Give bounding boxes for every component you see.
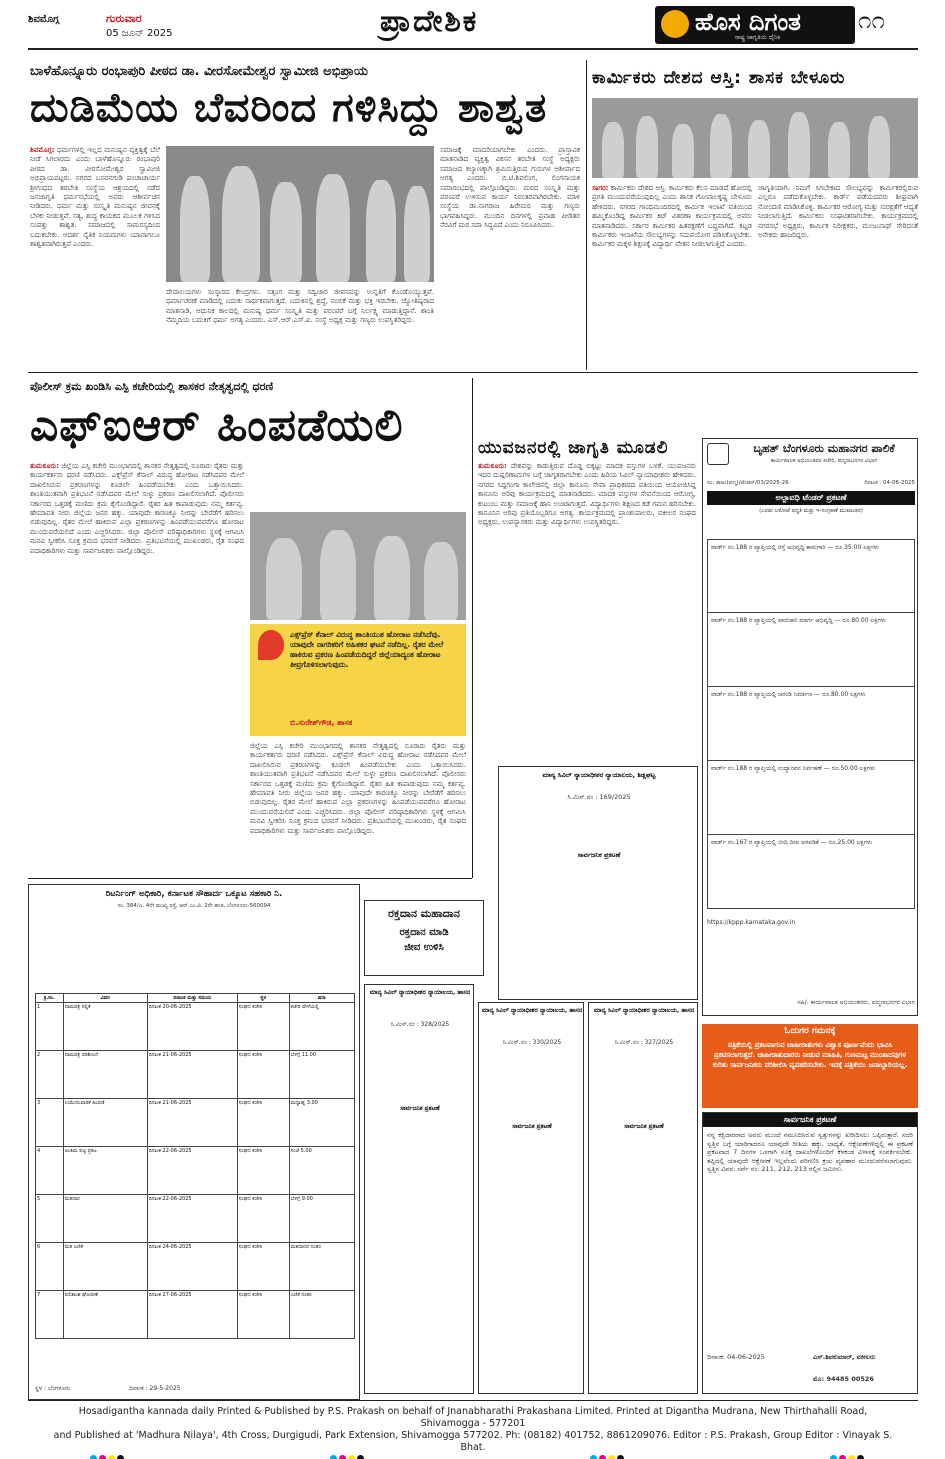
quote-mark-icon (258, 630, 284, 660)
coop-table-cell: ದಿನಾಂಕ 21-06-2025 (147, 1099, 237, 1147)
story4-headline: ಯುವಜನರಲ್ಲಿ ಜಾಗೃತಿ ಮೂಡಲಿ (478, 438, 669, 458)
court-1-name: ಮಾನ್ಯ ಸಿವಿಲ್ ನ್ಯಾಯಾಧೀಶರ ನ್ಯಾಯಾಲಯ, ಶಿಡ್ಲಘಟ್ಟ (542, 771, 656, 779)
court-1-case: ಸಿ.ಮಿಸ್.ನಂ : 169/2025 (567, 793, 631, 801)
masthead-rule (28, 48, 918, 50)
coop-table-cell: 6 (36, 1243, 64, 1291)
coop-table-cell: ದಿನಾಂಕ 24-06-2025 (147, 1243, 237, 1291)
court-notice-4 (588, 1002, 698, 1394)
court-3-name: ಮಾನ್ಯ ಸಿವಿಲ್ ನ್ಯಾಯಾಧೀಶರ ನ್ಯಾಯಾಲಯ, ಹಾಸನ (481, 1007, 583, 1014)
court-1-title: ಸಾರ್ವಜನಿಕ ಪ್ರಕಟಣೆ (577, 851, 621, 859)
masthead-city: ಶಿವಮೊಗ್ಗ (28, 14, 60, 25)
court-notice-1 (498, 766, 698, 1000)
tender-row: ವಾರ್ಡ್ ನಂ.188 ರ ವ್ಯಾಪ್ತಿಯಲ್ಲಿ ಉದ್ಯಾನವನ ನಿರ್ವಹಣೆ — ರೂ.50.00 ಲಕ್ಷಗಳು (707, 761, 915, 835)
tender-row: ವಾರ್ಡ್ ನಂ.188 ರ ವ್ಯಾಪ್ತಿಯಲ್ಲಿ ಪಾದಚಾರಿ ಮಾರ್ಗ ಅಭಿವೃದ್ಧಿ — ರೂ.80.00 ಲಕ್ಷಗಳು (707, 613, 915, 687)
column-rule (472, 378, 473, 878)
story2-dateline: ಸಾಗರ: (592, 184, 609, 192)
coop-table-cell: ಬೆಳಿಗ್ಗೆ 9.00 (289, 1195, 354, 1243)
coop-date: ದಿನಾಂಕ : 29-5-2025 (129, 1385, 181, 1392)
coop-table-cell: ಮತ ಎಣಿಕೆ (63, 1243, 147, 1291)
court-4-case: ಸಿ.ಮಿಸ್.ನಂ : 327/2025 (614, 1039, 674, 1046)
court-notice-2 (364, 984, 474, 1394)
coop-table-cell: ಕಚೇರಿ ವೇಳೆಯಲ್ಲಿ (289, 1003, 354, 1051)
story1-dateline: ಶಿವಮೊಗ್ಗ: (30, 146, 55, 154)
tender-date: ದಿನಾಂಕ : 04-06-2025 (864, 480, 915, 486)
coop-table-cell: ಫಲಿತಾಂಶ ಘೋಷಣೆ (63, 1291, 147, 1339)
coop-table-cell: ದಿನಾಂಕ 22-06-2025 (147, 1147, 237, 1195)
registration-marks (830, 1447, 882, 1455)
story3-headline: ಎಫ್ಐಆರ್ ಹಿಂಪಡೆಯಲಿ (30, 400, 404, 451)
blood-ad-line1: ರಕ್ತದಾನ ಮಹಾದಾನ (388, 907, 460, 920)
blood-ad-line3: ಜೀವ ಉಳಿಸಿ (404, 942, 444, 953)
coop-table-cell: ಮತದಾನದ ನಂತರ (289, 1243, 354, 1291)
coop-table-cell: ಸಂಘದ ಕಚೇರಿ (237, 1243, 289, 1291)
court-2-case: ಸಿ.ಮಿಸ್.ನಂ : 328/2025 (390, 1021, 450, 1028)
table-row (36, 1195, 355, 1243)
coop-table-cell: ಸಂಘದ ಕಚೇರಿ (237, 1051, 289, 1099)
coop-table-cell: ಎಣಿಕೆ ನಂತರ (289, 1291, 354, 1339)
public-notice-body: ನನ್ನ ಕಕ್ಷಿದಾರರಾದ ಅವರು ಮುಂದೆ ನಮೂದಿಸಿರುವ ಸ್ವತ್ತುಗಳನ್ನು ಖರೀದಿಸಲು ಒಪ್ಪಿರುತ್ತಾರೆ. ಸದರಿ ಸ್ವತ್ತಿನ ಬಗ್ಗೆ ಯಾರಿಗಾದರೂ ಯಾವುದೇ ರೀತಿಯ ಹಕ್ಕು, ಬಾಧ್ಯತೆ, ಆಕ್ಷೇಪಣೆಗಳಿದ್ದಲ್ಲಿ ಈ ಪ್ರಕಟಣೆ ಪ್ರಕಟವಾದ 7 ದಿನಗಳ ಒಳಗಾಗಿ ಸೂಕ್ತ ದಾಖಲೆಗಳೊಂದಿಗೆ ಕೆಳಕಂಡ ವಿಳಾಸಕ್ಕೆ ಸಂಪರ್ಕಿಸಬೇಕು. ತಪ್ಪಿದಲ್ಲಿ ಯಾವುದೇ ಆಕ್ಷೇಪಣೆ ಇಲ್ಲವೆಂದು ಪರಿಗಣಿಸಿ ಕ್ರಯ ವ್ಯವಹಾರ ಮುಂದುವರೆಸಲಾಗುವುದು. ಸ್ವತ್ತಿನ ವಿವರ: ಸರ್ವೆ ನಂ: 211, 212, 213 ರಲ್ಲಿನ ಜಮೀನು. (707, 1131, 913, 1173)
tender-row: ವಾರ್ಡ್ ನಂ.167 ರ ವ್ಯಾಪ್ತಿಯಲ್ಲಿ ಬೀದಿ ದೀಪ ಅಳವಡಿಕೆ — ರೂ.25.00 ಲಕ್ಷಗಳು (707, 835, 915, 909)
coop-table-cell: ಉಮೇದುವಾರಿಕೆ ಹಿಂಪಡೆ (63, 1099, 147, 1147)
table-row (36, 1003, 355, 1051)
coop-table-cell: ಸಂಘದ ಕಚೇರಿ (237, 1195, 289, 1243)
coop-table-cell: 2 (36, 1051, 64, 1099)
logo-tagline: ರಾಷ್ಟ್ರ ಜಾಗೃತಿಯ ದೈನಿಕ (735, 34, 781, 41)
story1-photo (166, 146, 434, 282)
story2-body-left: ಸಾಗರ: ಕಾರ್ಮಿಕರು ದೇಶದ ಆಸ್ತಿ. ಕಾರ್ಮಿಕರು ಕೆಲಸ ಮಾಡದೆ ಹೋದಲ್ಲಿ ಪ್ರಗತಿ ಮುಂದುವರೆಯುವುದಿಲ್ಲ ಎಂದು ಶಾಸಕ ಗೋಪಾಲಕೃಷ್ಣ ಬೇಳೂರು ಹೇಳಿದರು. ನಗರದ ಗಾಂಧಿಮಂದಿರದಲ್ಲಿ ಕಾರ್ಮಿಕ ಇಲಾಖೆ ವತಿಯಿಂದ ಹಮ್ಮಿಕೊಂಡಿದ್ದ ಕಾರ್ಮಿಕರ ಕಿಟ್ ವಿತರಣಾ ಕಾರ್ಯಕ್ರಮದಲ್ಲಿ ಅವರು ಮಾತನಾಡಿದರು. ಸರ್ಕಾರ ಕಾರ್ಮಿಕರ ಹಿತರಕ್ಷಣೆಗೆ ಬದ್ಧವಾಗಿದೆ. ಕಟ್ಟಡ ಕಾರ್ಮಿಕರು ಇಲಾಖೆಯ ಸೌಲಭ್ಯಗಳನ್ನು ಸದುಪಯೋಗ ಪಡಿಸಿಕೊಳ್ಳಬೇಕು. ಕಾರ್ಮಿಕರ ಮಕ್ಕಳ ಶಿಕ್ಷಣಕ್ಕೆ ವಿದ್ಯಾರ್ಥಿ ವೇತನ ನೀಡಲಾಗುತ್ತಿದೆ ಎಂದರು. (592, 184, 752, 249)
coop-table-cell: 1 (36, 1003, 64, 1051)
imprint-line2: and Published at 'Madhura Nilaya', 4th Cross, Durgigudi, Park Extension, Shivamogga 577202. Ph: (08182) 401752, 8861209076. Editor : P.S. Prakash, Group Editor : Vinayak S. Bhat. (53, 1430, 893, 1453)
coop-table-cell: 3 (36, 1099, 64, 1147)
tender-sub: ಕಾರ್ಯಪಾಲಕ ಅಭಿಯಂತರರ ಕಚೇರಿ, ಪದ್ಮನಾಭನಗರ ವಿಭಾಗ (770, 458, 878, 464)
public-notice-date: ದಿನಾಂಕ: 04-06-2025 (707, 1353, 765, 1361)
court-notice-3 (478, 1002, 584, 1394)
tender-ref: ನಂ: ಕಾಅಂ(ಪದ್ಮ)/ಟೆಂಡರ್/03/2025-26 (707, 480, 789, 486)
story4-body: ತುಮಕೂರು: ದೇಶವನ್ನು ಕಾಡುತ್ತಿರುವ ದೊಡ್ಡ ಬಿಕ್ಕಟ್ಟು ಮಾದಕ ವಸ್ತುಗಳ ಬಳಕೆ. ಯುವಜನರು ಇದರ ದುಷ್ಪರಿಣಾಮಗಳ ಬಗ್ಗೆ ಜಾಗೃತರಾಗಬೇಕು ಎಂದು ಹಿರಿಯ ಸಿವಿಲ್ ನ್ಯಾಯಾಧೀಶರು ಹೇಳಿದರು. ನಗರದ ಸಿದ್ದಗಂಗಾ ಕಾಲೇಜಿನಲ್ಲಿ ಜಿಲ್ಲಾ ಕಾನೂನು ಸೇವಾ ಪ್ರಾಧಿಕಾರದ ವತಿಯಿಂದ ಆಯೋಜಿಸಿದ್ದ ಕಾನೂನು ಅರಿವು ಕಾರ್ಯಕ್ರಮದಲ್ಲಿ ಮಾತನಾಡಿದರು. ಮಾದಕ ವಸ್ತುಗಳ ಸೇವನೆಯಿಂದ ಆರೋಗ್ಯ, ಕುಟುಂಬ ಮತ್ತು ಸಮಾಜಕ್ಕೆ ಹಾನಿ ಉಂಟಾಗುತ್ತದೆ. ವಿದ್ಯಾರ್ಥಿಗಳು ಶಿಕ್ಷಣದ ಕಡೆ ಗಮನ ಹರಿಸಬೇಕು. ಕಾನೂನಿನ ಅರಿವು ಪ್ರತಿಯೊಬ್ಬರಿಗೂ ಅಗತ್ಯ. ಕಾರ್ಯಕ್ರಮದಲ್ಲಿ ಪ್ರಾಂಶುಪಾಲರು, ವಕೀಲರ ಸಂಘದ ಅಧ್ಯಕ್ಷರು, ಉಪನ್ಯಾಸಕರು ಮತ್ತು ವಿದ್ಯಾರ್ಥಿಗಳು ಉಪಸ್ಥಿತರಿದ್ದರು. (478, 462, 696, 527)
court-3-case: ಸಿ.ಮಿಸ್.ನಂ : 330/2025 (502, 1039, 562, 1046)
story3-quote-by: ಬಿ.ಸುರೇಶ್‌ಗೌಡ, ಶಾಸಕ (290, 718, 353, 727)
table-row (36, 1291, 355, 1339)
tender-row: ವಾರ್ಡ್ ನಂ.188 ರ ವ್ಯಾಪ್ತಿಯಲ್ಲಿ ರಸ್ತೆ ಅಭಿವೃದ್ಧಿ ಕಾಮಗಾರಿ — ರೂ.35.00 ಲಕ್ಷಗಳು (707, 539, 915, 613)
coop-table-header: ಸ್ಥಳ (237, 994, 289, 1003)
story1-body-mid: ದೇವಾಲಯಗಳು ಸಂಸ್ಕಾರದ ಕೇಂದ್ರಗಳು. ಸತ್ಸಂಗ ಮತ್ತು ಸದ್ವಿಚಾರ ಜೀವನವನ್ನು ಉನ್ನತಿಗೆ ಕೊಂಡೊಯ್ಯುತ್ತವೆ. ಧರ್ಮಾಚರಣೆ ಮಾಡಿದಲ್ಲಿ ಬದುಕು ಸಾರ್ಥಕವಾಗುತ್ತದೆ. ಬದುಕಿನಲ್ಲಿ ಶ್ರದ್ಧೆ, ನಂಬಿಕೆ ಮತ್ತು ಭಕ್ತಿ ಇರಬೇಕು. ಜ್ಯೋತಿಷ್ಯರಾದ ಮಾತನಾಡಿ, ಆಧುನಿಕ ಕಾಲದಲ್ಲಿ ಮನುಷ್ಯ ಧರ್ಮ ಸಂಸ್ಕೃತಿ ಮತ್ತು ಪರಂಪರೆ ಬಗ್ಗೆ ನಿರ್ಲಕ್ಷ್ಯ ಮಾಡುತ್ತಿದ್ದಾನೆ. ಶಾಂತಿ ನೆಮ್ಮದಿಯ ಬದುಕಿಗೆ ಧರ್ಮ ಅಗತ್ಯ ಎಂದರು. ಎಸ್.ಆರ್.ಎಸ್.ಐ. ಸಂಸ್ಥೆ ಅಧ್ಯಕ್ಷ ಮತ್ತು ಗಣ್ಯರು ಉಪಸ್ಥಿತರಿದ್ದರು. (166, 288, 434, 325)
coop-table-cell: ಅಂತಿಮ ಪಟ್ಟಿ ಪ್ರಕಟ (63, 1147, 147, 1195)
coop-table-cell: ಸಂಜೆ 5.00 (289, 1147, 354, 1195)
story2-headline: ಕಾರ್ಮಿಕರು ದೇಶದ ಆಸ್ತಿ: ಶಾಸಕ ಬೇಳೂರು (592, 68, 846, 88)
story3-body: ತುಮಕೂರು: ಜಿಲ್ಲೆಯ ಎಸ್ಪಿ ಕಚೇರಿ ಮುಂಭಾಗದಲ್ಲಿ ಶಾಸಕರ ನೇತೃತ್ವದಲ್ಲಿ ನೂರಾರು ರೈತರು ಮತ್ತು ಕಾರ್ಯಕರ್ತರು ಧರಣಿ ನಡೆಸಿದರು. ಎಕ್ಸ್‌ಪ್ರೆಸ್ ಕೆನಾಲ್ ವಿರುದ್ಧ ಹೋರಾಟ ನಡೆಸಿದವರ ಮೇಲೆ ದಾಖಲಿಸಿರುವ ಪ್ರಕರಣಗಳನ್ನು ಕೂಡಲೇ ಹಿಂಪಡೆಯಬೇಕು ಎಂದು ಒತ್ತಾಯಿಸಿದರು. ಶಾಂತಿಯುತವಾಗಿ ಪ್ರತಿಭಟನೆ ನಡೆಸಿದವರ ಮೇಲೆ ಸುಳ್ಳು ಪ್ರಕರಣ ದಾಖಲಿಸಲಾಗಿದೆ. ಪೊಲೀಸರು ಸರ್ಕಾರದ ಒತ್ತಡಕ್ಕೆ ಮಣಿದು ಕ್ರಮ ಕೈಗೊಂಡಿದ್ದಾರೆ. ರೈತರ ಹಿತ ಕಾಪಾಡುವುದು ನಮ್ಮ ಕರ್ತವ್ಯ. ಹೇಮಾವತಿ ನೀರು ಜಿಲ್ಲೆಯ ಜನರ ಹಕ್ಕು. ಯಾವುದೇ ಕಾರಣಕ್ಕೂ ನೀರನ್ನು ಬೇರೆಡೆಗೆ ಹರಿಸಲು ಬಿಡುವುದಿಲ್ಲ. ರೈತರ ಮೇಲೆ ಹಾಕಿರುವ ಎಲ್ಲಾ ಪ್ರಕರಣಗಳನ್ನು ಹಿಂಪಡೆಯುವವರೆಗೂ ಹೋರಾಟ ಮುಂದುವರೆಯಲಿದೆ ಎಂದು ಎಚ್ಚರಿಸಿದರು. ಜಿಲ್ಲಾ ಪೊಲೀಸ್ ವರಿಷ್ಠಾಧಿಕಾರಿಗಳು ಸ್ಥಳಕ್ಕೆ ಆಗಮಿಸಿ ಮನವಿ ಸ್ವೀಕರಿಸಿ ಸೂಕ್ತ ಕ್ರಮದ ಭರವಸೆ ನೀಡಿದರು. ಪ್ರತಿಭಟನೆಯಲ್ಲಿ ಮುಖಂಡರು, ರೈತ ಸಂಘದ ಪದಾಧಿಕಾರಿಗಳು ಮತ್ತು ಸಾರ್ವಜನಿಕರು ಪಾಲ್ಗೊಂಡಿದ್ದರು. (30, 462, 244, 555)
tender-notice (702, 438, 918, 1016)
readers-note-title: ಓದುಗರ ಗಮನಕ್ಕೆ (784, 1026, 836, 1036)
footer-rule (28, 1400, 918, 1401)
coop-table-cell: ನಾಮಪತ್ರ ಸಲ್ಲಿಕೆ (63, 1003, 147, 1051)
story3-body-continued: ಜಿಲ್ಲೆಯ ಎಸ್ಪಿ ಕಚೇರಿ ಮುಂಭಾಗದಲ್ಲಿ ಶಾಸಕರ ನೇತೃತ್ವದಲ್ಲಿ ನೂರಾರು ರೈತರು ಮತ್ತು ಕಾರ್ಯಕರ್ತರು ಧರಣಿ ನಡೆಸಿದರು. ಎಕ್ಸ್‌ಪ್ರೆಸ್ ಕೆನಾಲ್ ವಿರುದ್ಧ ಹೋರಾಟ ನಡೆಸಿದವರ ಮೇಲೆ ದಾಖಲಿಸಿರುವ ಪ್ರಕರಣಗಳನ್ನು ಕೂಡಲೇ ಹಿಂಪಡೆಯಬೇಕು ಎಂದು ಒತ್ತಾಯಿಸಿದರು. ಶಾಂತಿಯುತವಾಗಿ ಪ್ರತಿಭಟನೆ ನಡೆಸಿದವರ ಮೇಲೆ ಸುಳ್ಳು ಪ್ರಕರಣ ದಾಖಲಿಸಲಾಗಿದೆ. ಪೊಲೀಸರು ಸರ್ಕಾರದ ಒತ್ತಡಕ್ಕೆ ಮಣಿದು ಕ್ರಮ ಕೈಗೊಂಡಿದ್ದಾರೆ. ರೈತರ ಹಿತ ಕಾಪಾಡುವುದು ನಮ್ಮ ಕರ್ತವ್ಯ. ಹೇಮಾವತಿ ನೀರು ಜಿಲ್ಲೆಯ ಜನರ ಹಕ್ಕು. ಯಾವುದೇ ಕಾರಣಕ್ಕೂ ನೀರನ್ನು ಬೇರೆಡೆಗೆ ಹರಿಸಲು ಬಿಡುವುದಿಲ್ಲ. ರೈತರ ಮೇಲೆ ಹಾಕಿರುವ ಎಲ್ಲಾ ಪ್ರಕರಣಗಳನ್ನು ಹಿಂಪಡೆಯುವವರೆಗೂ ಹೋರಾಟ ಮುಂದುವರೆಯಲಿದೆ ಎಂದು ಎಚ್ಚರಿಸಿದರು. ಜಿಲ್ಲಾ ಪೊಲೀಸ್ ವರಿಷ್ಠಾಧಿಕಾರಿಗಳು ಸ್ಥಳಕ್ಕೆ ಆಗಮಿಸಿ ಮನವಿ ಸ್ವೀಕರಿಸಿ ಸೂಕ್ತ ಕ್ರಮದ ಭರವಸೆ ನೀಡಿದರು. ಪ್ರತಿಭಟನೆಯಲ್ಲಿ ಮುಖಂಡರು, ರೈತ ಸಂಘದ ಪದಾಧಿಕಾರಿಗಳು ಮತ್ತು ಸಾರ್ವಜನಿಕರು ಪಾಲ್ಗೊಂಡಿದ್ದರು. (250, 742, 466, 835)
imprint (48, 1406, 898, 1454)
story1-body-right: ಸಮಾಜಕ್ಕೆ ಮಾದರಿಯಾಗಬೇಕು ಎಂದರು. ಪ್ರಾಸ್ತಾವಿಕ ಮಾತನಾಡಿದ ವ್ಯಕ್ತಿತ್ವ ವಿಕಸನ ತರಬೇತಿ ಸಂಸ್ಥೆ ಅಧ್ಯಕ್ಷರು ಸಮಾಜದ ಕಲ್ಯಾಣಕ್ಕಾಗಿ ಶ್ರಮಿಸುತ್ತಿರುವ ಗುರುಗಳ ಆಶೀರ್ವಾದ ಅಗತ್ಯ ಎಂದರು. ಬಿ.ಟಿ.ಶಿವಲಿಂಗ, ಲಿಂಗನಾಯಕ ಸಮಾರಂಭದಲ್ಲಿ ಪಾಲ್ಗೊಂಡಿದ್ದರು. ಮಠದ ಸಂಸ್ಕೃತಿ ಮತ್ತು ಪರಂಪರೆ ಉಳಿಸುವ ಕಾರ್ಯ ನಿರಂತರವಾಗಿರಬೇಕು. ಮಾಳಿ ಸಂಸ್ಥೆಯ ಡಾ.ನಾಗರಾಜ ಹಿರೇಮಠ ಮತ್ತು ಗಣ್ಯರು ಭಾಗವಹಿಸಿದ್ದರು. ಮುಂದಿನ ದಿನಗಳಲ್ಲಿ ಪ್ರವಾಹ ಪೀಡಿತರ ನೆರವಿಗೆ ಮಠ ಸದಾ ಸಿದ್ಧವಿದೆ ಎಂದು ನಿರೂಪಿಸಿದರು. (440, 146, 580, 230)
coop-table-header: ಕ್ರ.ಸಂ. (36, 994, 64, 1003)
story3-quote: ಎಕ್ಸ್‌ಪ್ರೆಸ್ ಕೆನಾಲ್ ವಿರುದ್ಧ ಶಾಂತಿಯುತ ಹೋರಾಟ ನಡೆಸಿದೆವು. ಯಾವುದೇ ನಾಗರಿಕರಿಗೆ ಅಹಿತಕರ ಘಟನೆ ನಡೆದಿಲ್ಲ. ರೈತರ ಮೇಲೆ ಹಾಕಿರುವ ಪ್ರಕರಣ ಹಿಂಪಡೆಯದಿದ್ದರೆ ಜಿಲ್ಲೆಯಾದ್ಯಂತ ಹೋರಾಟ ತೀವ್ರಗೊಳಿಸಲಾಗುವುದು. (290, 630, 444, 669)
story1-kicker: ಬಾಳೆಹೊನ್ನೂರು ರಂಭಾಪುರಿ ಪೀಠದ ಡಾ. ವೀರಸೋಮೇಶ್ವರ ಸ್ವಾಮೀಜಿ ಅಭಿಪ್ರಾಯ (30, 64, 368, 79)
public-notice-signer: ಎಸ್.ಶಿವಕುಮಾರ್, ವಕೀಲರು (813, 1353, 876, 1361)
story1-body-left: ಶಿವಮೊಗ್ಗ: ಧರ್ಮಗಳಲ್ಲಿ ಇಲ್ಲದ ಮನುಷ್ಯನ ವ್ಯಕ್ತಿತ್ವಕ್ಕೆ ಬೆಲೆ ನೀಡೆ ಸಿಗಲಾರದು ಎಂದು ಬಾಳೆಹೊನ್ನೂರು ರಂಭಾಪುರಿ ಪೀಠದ ಡಾ. ವೀರಸೋಮೇಶ್ವರ ಸ್ವಾಮೀಜಿ ಅಭಿಪ್ರಾಯಪಟ್ಟರು. ನಗರದ ಬಸವನಗುಡಿ ಪಂಚಾಚಾರ್ಯ ಶ್ರೀಗಂಧದ ತರಬೇತಿ ಸಂಸ್ಥೆಯ ಆಶ್ರಯದಲ್ಲಿ ನಡೆದ ಜನಜಾಗೃತಿ ಧರ್ಮಸಭೆಯಲ್ಲಿ ಅವರು ಆಶೀರ್ವಚನ ನೀಡಿದರು. ಧರ್ಮ ಮತ್ತು ಸಂಸ್ಕೃತಿ ಮನುಷ್ಯನ ಜೀವನಕ್ಕೆ ಬೆಳಕು ನೀಡುತ್ತವೆ. ಸತ್ಯ, ಶುದ್ಧ ಕಾಯಕದ ಮೂಲಕ ಗಳಿಸಿದ ಸಂಪತ್ತು ಶಾಶ್ವತ. ಸಮಾಜದಲ್ಲಿ ಸಾಮರಸ್ಯದಿಂದ ಬದುಕಬೇಕು. ಆದರ್ಶ ನೈತಿಕ ನಿಯಮಗಳು ಯಾವಾಗಲೂ ಶಾಶ್ವತವಾಗಿರುತ್ತವೆ ಎಂದರು. (30, 146, 160, 249)
masthead-date: 05 ಜೂನ್ 2025 (106, 28, 173, 39)
coop-table-cell: ನಾಮಪತ್ರ ಪರಿಶೀಲನೆ (63, 1051, 147, 1099)
column-rule (586, 60, 587, 370)
story3-photo (250, 512, 466, 620)
story3-kicker: ಪೊಲೀಸ್ ಕ್ರಮ ಖಂಡಿಸಿ ಎಸ್ಪಿ ಕಚೇರಿಯಲ್ಲಿ ಶಾಸಕರ ನೇತೃತ್ವದಲ್ಲಿ ಧರಣಿ (30, 380, 274, 393)
court-4-title: ಸಾರ್ವಜನಿಕ ಪ್ರಕಟಣೆ (624, 1123, 664, 1130)
coop-table-cell: ದಿನಾಂಕ 20-06-2025 (147, 1003, 237, 1051)
story2-body-right: ಜಾಗೃತಿಯಾಗಿ. ನಿಮಗೆ ಸಿಗಬೇಕಾದ ಸೌಲಭ್ಯವನ್ನು ಕಾರ್ಮಿಕರಲ್ಲಿರುವ ಎಲ್ಲರೂ ಪಡೆದುಕೊಳ್ಳಬೇಕು. ಕಾರ್ಡ್ ಪಡೆಯದವರು ಶೀಘ್ರವಾಗಿ ನೋಂದಣಿ ಮಾಡಿಸಿಕೊಳ್ಳಿ. ಕಾರ್ಮಿಕರ ಆರೋಗ್ಯ ಮತ್ತು ಸುರಕ್ಷತೆಗೆ ಆದ್ಯತೆ ನೀಡಲಾಗುತ್ತಿದೆ. ಕಾರ್ಮಿಕರು ಸಂಘಟಿತರಾಗಬೇಕು. ಕಾರ್ಯಕ್ರಮದಲ್ಲಿ ನಗರಸಭೆ ಅಧ್ಯಕ್ಷರು, ಕಾರ್ಮಿಕ ನಿರೀಕ್ಷಕರು, ಮಂಜುನಾಥ್ ಸೇರಿದಂತೆ ಅನೇಕರು ಹಾಜರಿದ್ದರು. (758, 184, 918, 240)
coop-table-cell: ಬೆಳಿಗ್ಗೆ 11.00 (289, 1051, 354, 1099)
coop-place: ಸ್ಥಳ : ಬೆಂಗಳೂರು (35, 1385, 71, 1392)
tender-website: https://kppp.karnataka.gov.in (707, 919, 796, 926)
coop-table-cell: 7 (36, 1291, 64, 1339)
blood-donation-ad (364, 900, 484, 976)
section-title: ಪ್ರಾದೇಶಿಕ (380, 4, 479, 39)
emblem-icon (707, 443, 729, 465)
lamp-icon (661, 10, 689, 38)
coop-table-cell: 5 (36, 1195, 64, 1243)
public-notice-title: ಸಾರ್ವಜನಿಕ ಪ್ರಕಟಣೆ (703, 1113, 917, 1127)
tender-footer: ಸಹಿ/- ಕಾರ್ಯಪಾಲಕ ಅಭಿಯಂತರರು, ಪದ್ಮನಾಭನಗರ ವಿಭಾಗ (797, 999, 915, 1006)
readers-note (702, 1024, 918, 1108)
public-notice-phone: ಮೊ: 94485 00526 (813, 1375, 874, 1383)
coop-table-cell: ಮತದಾನ (63, 1195, 147, 1243)
tender-table (707, 539, 915, 909)
table-row (36, 1147, 355, 1195)
tender-row: ವಾರ್ಡ್ ನಂ.188 ರ ವ್ಯಾಪ್ತಿಯಲ್ಲಿ ಚರಂಡಿ ನಿರ್ಮಾಣ — ರೂ.80.00 ಲಕ್ಷಗಳು (707, 687, 915, 761)
coop-table-cell: ಸಂಘದ ಕಚೇರಿ (237, 1147, 289, 1195)
story3-quote-box (250, 624, 466, 736)
coop-table-cell: ಮಧ್ಯಾಹ್ನ 3.00 (289, 1099, 354, 1147)
page-number: ೧೧ (858, 6, 885, 34)
coop-table (35, 993, 355, 1339)
coop-table-cell: ಸಂಘದ ಕಚೇರಿ (237, 1003, 289, 1051)
coop-table-cell: ದಿನಾಂಕ 21-06-2025 (147, 1051, 237, 1099)
story1-headline: ದುಡಿಮೆಯ ಬೆವರಿಂದ ಗಳಿಸಿದ್ದು ಶಾಶ್ವತ (30, 85, 548, 131)
coop-table-cell: ಸಂಘದ ಕಚೇರಿ (237, 1291, 289, 1339)
story4-dateline: ತುಮಕೂರು: (478, 462, 507, 470)
coop-notice (28, 884, 360, 1400)
table-row (36, 1243, 355, 1291)
imprint-line1: Hosadigantha kannada daily Printed & Published by P.S. Prakash on behalf of Jnanabharathi Prakashana Limited. Printed at Digantha Mudrana, New Thirthahalli Road, Shivamogga - 577201 (78, 1406, 868, 1429)
coop-table-header: ದಿನಾಂಕ ಮತ್ತು ಸಮಯ (147, 994, 237, 1003)
registration-marks (590, 1447, 642, 1455)
logo-text: ಹೊಸ ದಿಗಂತ (695, 8, 801, 36)
coop-table-cell: ದಿನಾಂಕ 27-06-2025 (147, 1291, 237, 1339)
coop-title: ರಿಟರ್ನಿಂಗ್ ಅಧಿಕಾರಿ, ಕರ್ನಾಟಕ ಸೌಹಾರ್ದ ಒಕ್ಕೂಟ ಸಹಕಾರಿ ನಿ. (105, 889, 283, 899)
court-2-name: ಮಾನ್ಯ ಸಿವಿಲ್ ನ್ಯಾಯಾಧೀಶರ ನ್ಯಾಯಾಲಯ, ಹಾಸನ (369, 989, 471, 996)
masthead-left (28, 10, 328, 44)
court-3-title: ಸಾರ್ವಜನಿಕ ಪ್ರಕಟಣೆ (512, 1123, 552, 1130)
coop-table-cell: ದಿನಾಂಕ 22-06-2025 (147, 1195, 237, 1243)
tender-title: ಅಲ್ಪಾವಧಿ ಟೆಂಡರ್ ಪ್ರಕಟಣೆ (707, 491, 915, 505)
story2-photo (592, 98, 918, 178)
court-2-title: ಸಾರ್ವಜನಿಕ ಪ್ರಕಟಣೆ (400, 1105, 440, 1112)
table-row (36, 1051, 355, 1099)
tender-org: ಬೃಹತ್ ಬೆಂಗಳೂರು ಮಹಾನಗರ ಪಾಲಿಕೆ (753, 442, 895, 455)
readers-note-body: ಪತ್ರಿಕೆಯಲ್ಲಿ ಪ್ರಕಟವಾಗುವ ಜಾಹೀರಾತುಗಳು ವಿಶ್ವಾಸ ಪೂರ್ಣವೆಂದು ಭಾವಿಸಿ ಪ್ರಕಟಿಸಲಾಗುತ್ತದೆ. ಜಾಹೀರಾತುದಾರರು ನೀಡುವ ಮಾಹಿತಿ, ಗುಣಮಟ್ಟ ಮುಂತಾದವುಗಳ ಕುರಿತು ಸಾರ್ವಜನಿಕರು ಪರಿಶೀಲಿಸಿ ವ್ಯವಹರಿಸಬೇಕು. ಇದಕ್ಕೆ ಪತ್ರಿಕೆಯು ಜವಾಬ್ದಾರಿಯಲ್ಲ. (712, 1041, 908, 1069)
row-rule (28, 372, 918, 373)
coop-sub: ನಂ. 384/ಎ, 4ನೇ ಮುಖ್ಯ ರಸ್ತೆ, ಆರ್.ಎಂ.ವಿ. 2ನೇ ಹಂತ, ಬೆಂಗಳೂರು-560094 (117, 903, 271, 909)
public-notice (702, 1112, 918, 1394)
registration-marks (330, 1447, 382, 1455)
tender-subtitle: (ಎರಡು ಲಕೋಟೆ ಪದ್ಧತಿ ಮತ್ತು ಇ-ಸಂಗ್ರಹಣೆ ಮುಖಾಂತರ) (759, 508, 863, 514)
blood-ad-line2: ರಕ್ತದಾನ ಮಾಡಿ (399, 927, 449, 938)
coop-table-cell: ಸಂಘದ ಕಚೇರಿ (237, 1099, 289, 1147)
newspaper-logo (655, 6, 855, 44)
row-rule (28, 878, 472, 879)
masthead-day: ಗುರುವಾರ (106, 12, 142, 25)
coop-table-header: ವಿವರ (63, 994, 147, 1003)
court-4-name: ಮಾನ್ಯ ಸಿವಿಲ್ ನ್ಯಾಯಾಧೀಶರ ನ್ಯಾಯಾಲಯ, ಹಾಸನ (593, 1007, 695, 1014)
table-row (36, 1099, 355, 1147)
registration-marks (90, 1447, 142, 1455)
coop-table-cell: 4 (36, 1147, 64, 1195)
coop-table-header: ಷರಾ (289, 994, 354, 1003)
story3-dateline: ತುಮಕೂರು: (30, 462, 59, 470)
